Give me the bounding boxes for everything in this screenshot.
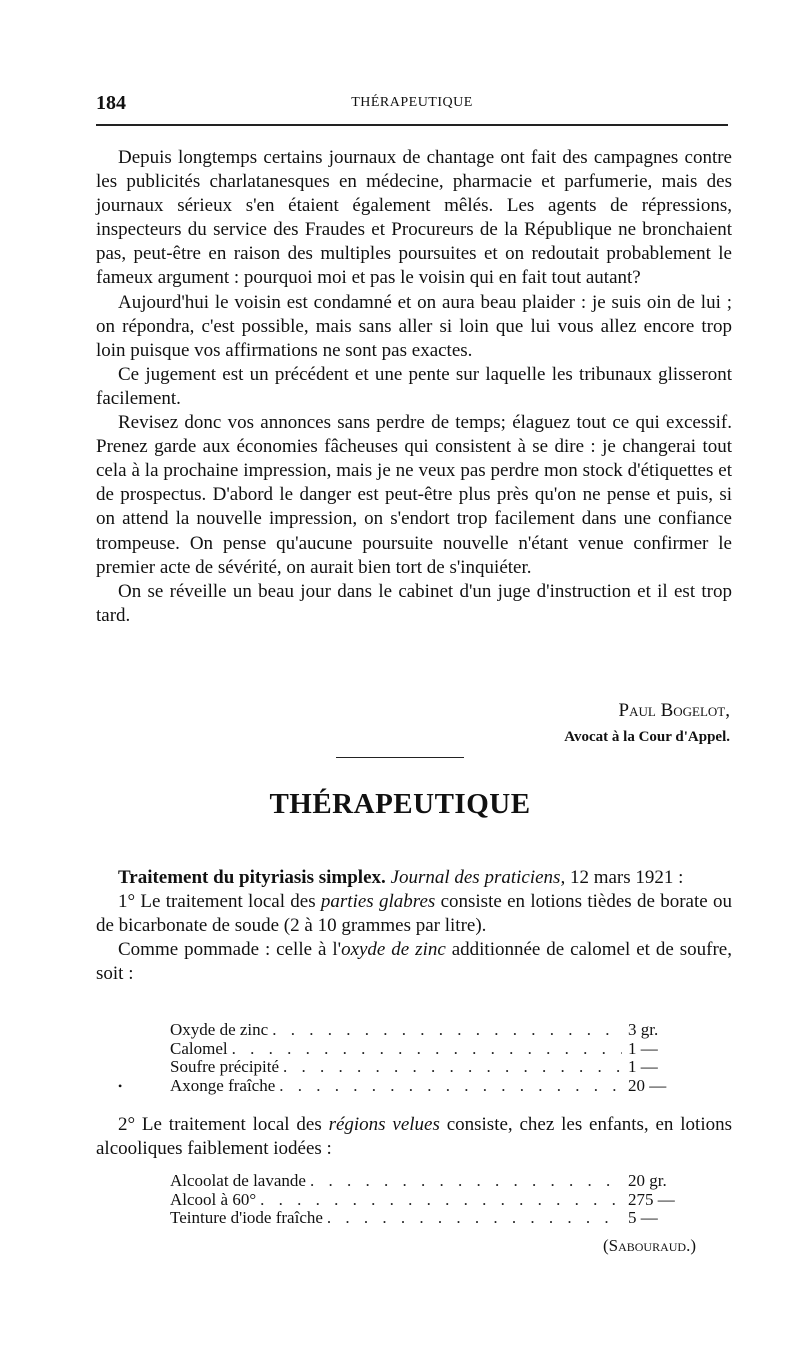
section-divider — [336, 757, 464, 758]
ingredient: Alcoolat de lavande — [170, 1171, 306, 1190]
signature-name: Paul Bogelot, — [618, 700, 730, 721]
text-run: Comme pommade : celle à l' — [118, 939, 342, 961]
recipe-row — [118, 1075, 698, 1096]
recipe-row — [170, 1191, 698, 1210]
recipe-list-1 — [118, 1020, 698, 1095]
paragraph: Ce jugement est un précédent et une pente sur laquelle les tribunaux glisseront facilement. — [96, 363, 732, 409]
paragraph: Depuis longtemps certains journaux de chantage ont fait des campagnes contre les publicités charlatanesques en médecine, pharmacie et parfumerie, mais des journaux sérieux s'en étaient également mêlés. Les agents de répressions, inspecteurs du service des Fraudes et Procureurs de la République ne bronchaient pas, peut-être en raison des multiples poursuites et on redoutait probablement le fameux argument : pourquoi moi et pas le voisin qui en fait tout autant? — [96, 147, 732, 289]
ingredient: Calomel — [170, 1038, 228, 1058]
recipe-row — [170, 1172, 698, 1191]
ingredient: Soufre précipité — [170, 1057, 280, 1076]
paragraph — [96, 938, 732, 986]
page-number: 184 — [96, 92, 126, 114]
running-title: THÉRAPEUTIQUE — [351, 95, 473, 110]
text-run: 1° Le traitement local des — [118, 891, 321, 913]
header-rule — [96, 124, 728, 126]
quantity: 1 — — [628, 1038, 658, 1058]
quantity: 20 gr. — [628, 1171, 667, 1190]
ingredient: Alcool à 60° — [170, 1189, 257, 1209]
ingredient: Teinture d'iode fraîche — [170, 1208, 323, 1227]
emphasis: oxyde de zinc — [341, 939, 446, 961]
recipe-row — [170, 1209, 698, 1228]
text-run: consiste en lotions tièdes de borate ou de bicarbonate de soude (2 à 10 grammes par litre). — [96, 891, 732, 937]
journal-date: 12 mars 1921 : — [569, 867, 684, 888]
paragraph — [96, 866, 732, 890]
treatment-intro — [96, 866, 732, 986]
treatment-part-2 — [96, 1113, 732, 1161]
signature — [564, 698, 730, 750]
text-run: 2° Le traitement local des — [118, 1114, 329, 1135]
ingredient: Axonge fraîche — [170, 1075, 276, 1095]
quantity: 20 — — [628, 1075, 667, 1095]
article-heading: Traitement du pityriasis simplex. — [118, 867, 386, 888]
section-title: THÉRAPEUTIQUE — [269, 788, 531, 820]
quantity: 3 gr. — [628, 1020, 659, 1039]
paragraph — [96, 1113, 732, 1161]
text-run: consiste, chez les enfants, en lotions alcooliques faiblement iodées : — [96, 1114, 732, 1160]
quantity: 275 — — [628, 1189, 675, 1209]
quantity: 5 — — [628, 1208, 658, 1227]
text-run: additionnée de calomel et de soufre, soit : — [96, 939, 732, 985]
recipe-row — [170, 1058, 698, 1077]
paragraph: Aujourd'hui le voisin est condamné et on aura beau plaider : je suis oin de lui ; on répondra, c'est possible, mais sans aller si loin que lui vous allez encore trop loin puisque vos affirmations ne sont pas exactes. — [96, 291, 732, 361]
recipe-row — [170, 1040, 698, 1059]
bullet-mark: • — [118, 1078, 123, 1093]
recipe-list-2 — [170, 1172, 698, 1228]
emphasis: parties glabres — [320, 891, 436, 913]
paragraph — [96, 890, 732, 938]
quantity: 1 — — [628, 1057, 658, 1076]
paragraph: On se réveille un beau jour dans le cabinet d'un juge d'instruction et il est trop tard. — [96, 580, 732, 626]
running-header — [96, 92, 728, 116]
journal-source: Journal des praticiens, — [390, 867, 566, 888]
article-body — [96, 146, 732, 628]
recipe-row — [170, 1021, 698, 1040]
paragraph: Revisez donc vos annonces sans perdre de temps; élaguez tout ce qui excessif. Prenez garde aux économies fâcheuses qui consistent à se dire : je changerai tout cela à la prochaine impression, mais je ne veux pas perdre mon stock d'étiquettes et de prospectus. D'abord le danger est peut-être plus près qu'on ne pense et puis, si on attend la nouvelle impression, on s'endort trop facilement dans une confiance trompeuse. On pense qu'aucune poursuite nouvelle n'étant venue confirmer le premier acte de sévérité, on aurait bien tort de s'inquiéter. — [96, 412, 732, 578]
reference-author: (Sabouraud.) — [602, 1236, 696, 1255]
signature-title: Avocat à la Cour d'Appel. — [564, 729, 730, 745]
ingredient: Oxyde de zinc — [170, 1020, 269, 1039]
emphasis: régions velues — [328, 1114, 440, 1135]
